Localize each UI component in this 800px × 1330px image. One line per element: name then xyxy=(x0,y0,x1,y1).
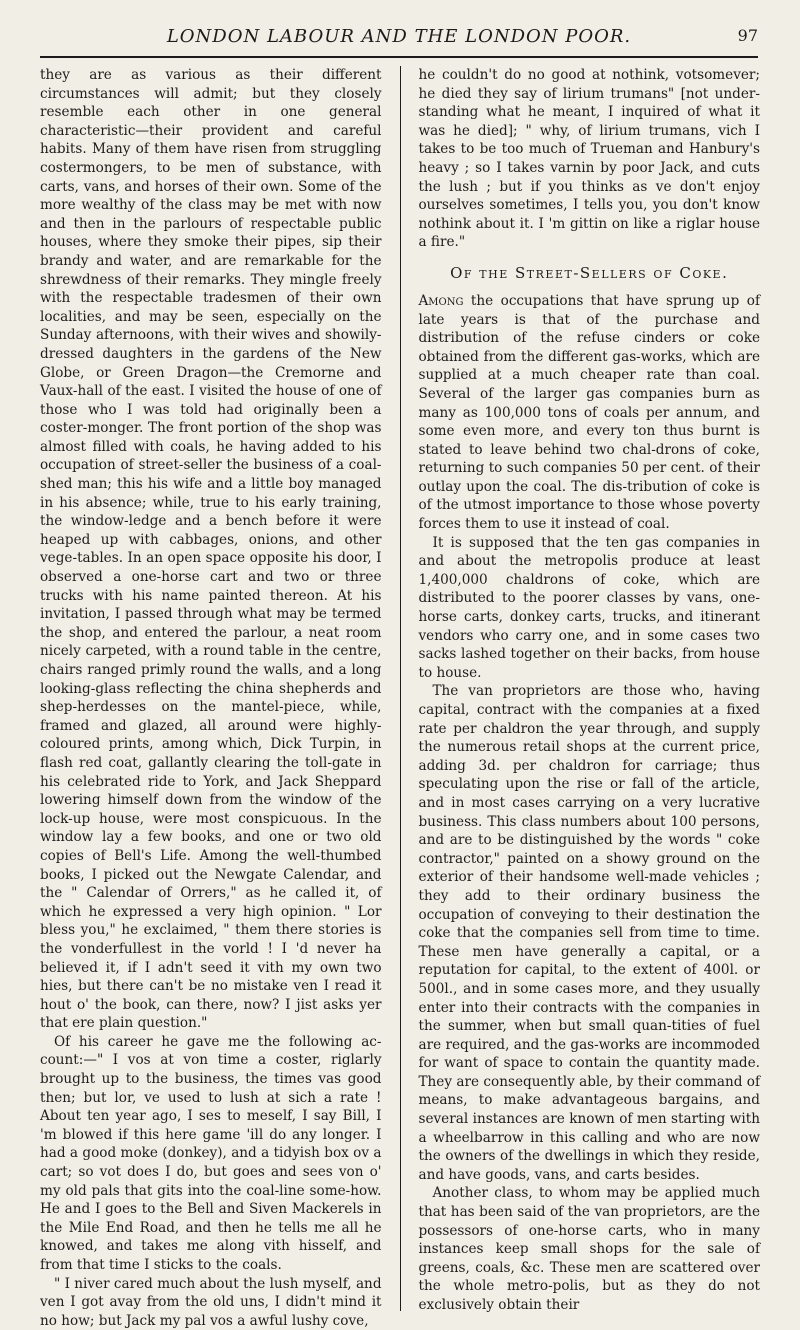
page-header xyxy=(40,26,758,58)
right-column xyxy=(418,66,760,1311)
paragraph: he couldn't do no good at nothink, votsomever; he died they say of lirium trumans" [not under-standing what he meant, I inquired of what it was he died]; " why, of lirium trumans, vich I takes to be too much of Trueman and Hanbury's heavy ; so I takes varnin by poor Jack, and cuts the lush ; but if you thinks as ve don't enjoy ourselves sometimes, I tells you, you don't know nothink about it. I 'm gittin on like a riglar house a fire." xyxy=(418,67,760,251)
left-column xyxy=(40,66,382,1329)
running-title: LONDON LABOUR AND THE LONDON POOR. xyxy=(166,26,632,47)
paragraph: Of his career he gave me the following ac-count:—" I vos at von time a coster, riglarly brought up to the business, the times vas good then; but lor, ve used to lush at sich a rate ! About ten year ago, I ses to meself, I say Bill, I 'm blowed if this here game 'ill do any longer. I had a good moke (donkey), and a tidyish box ov a cart; so vot does I do, but goes and sees von o' my old pals that gits into the coal-line some-how. He and I goes to the Bell and Siven Mackerels in the Mile End Road, and then he tells me all he knowed, and takes me along vith hisself, and from that time I sticks to the coals. xyxy=(40,1033,382,1273)
page-number: 97 xyxy=(737,26,758,45)
lead-word: Among xyxy=(418,292,464,309)
paragraph: they are as various as their different circumstances will admit; but they closely resemble each other in one general characteristic—their provident and careful habits. Many of them have risen from struggling costermongers, to be men of substance, with carts, vans, and horses of their own. Some of the more wealthy of the class may be met with now and then in the parlours of respectable public houses, where they smoke their pipes, sip their brandy and water, and are remarkable for the shrewdness of their remarks. They mingle freely with the respectable tradesmen of their own localities, and may be seen, especially on the Sunday afternoons, with their wives and showily-dressed daughters in the gardens of the New Globe, or Green Dragon—the Cremorne and Vaux-hall of the east. I visited the house of one of those who I was told had originally been a coster-monger. The front portion of the shop was almost filled with coals, he having added to his occupation of street-seller the business of a coal-shed man; this his wife and a little boy managed in his absence; while, true to his early training, the window-ledge and a bench before it were heaped up with cabbages, onions, and other vege-tables. In an open space opposite his door, I observed a one-horse cart and two or three trucks with his name painted thereon. At his invitation, I passed through what may be termed the shop, and entered the parlour, a neat room nicely carpeted, with a round table in the centre, chairs ranged primly round the walls, and a long looking-glass reflecting the china shepherds and shep-herdesses on the mantel-piece, while, framed and glazed, all around were highly-coloured prints, among which, Dick Turpin, in flash red coat, gallantly clearing the toll-gate in his celebrated ride to York, and Jack Sheppard lowering himself down from the window of the lock-up house, were most conspicuous. In the window lay a few books, and one or two old copies of Bell's Life. Among the well-thumbed books, I picked out the Newgate Calendar, and the " Calendar of Orrers," as he called it, of which he expressed a very high opinion. " Lor bless you," he exclaimed, " them there stories is the vonderfullest in the vorld ! I 'd never ha believed it, if I adn't seed it vith my own two hies, but there can't be no mistake ven I read it hout o' the book, can there, now? I jist asks yer that ere plain question." xyxy=(40,67,382,1032)
paragraph: Another class, to whom may be applied much that has been said of the van proprietors, are the possessors of one-horse carts, who in many instances keep small shops for the sale of greens, coals, &c. These men are scattered over the whole metro-polis, but as they do not exclusively obtain their xyxy=(418,1185,760,1313)
paragraph: The van proprietors are those who, having capital, contract with the companies at a fixed rate per chaldron the year through, and supply the numerous retail shops at the current price, adding 3d. per chaldron for carriage; thus speculating upon the rise or fall of the article, and in most cases carrying on a very lucrative business. This class numbers about 100 persons, and are to be distinguished by the words " coke contractor," painted on a showy ground on the exterior of their handsome well-made vehicles ; they add to their ordinary business the occupation of conveying to their destination the coke that the companies sell from time to time. These men have generally a capital, or a reputation for capital, to the extent of 400l. or 500l., and in some cases more, and they usually enter into their contracts with the companies in the summer, when but small quan-tities of fuel are required, and the gas-works are incommoded for want of space to contain the quantity made. They are consequently able, by their command of means, to make advantageous bargains, and several instances are known of men starting with a wheelbarrow in this calling and who are now the owners of the dwellings in which they reside, and have goods, vans, and carts besides. xyxy=(418,683,760,1183)
text-columns xyxy=(40,66,760,1329)
paragraph: " I niver cared much about the lush myself, and ven I got avay from the old uns, I didn't mind it no how; but Jack my pal vos a awful lushy cove, xyxy=(40,1275,382,1329)
paragraph-text: the occupations that have sprung up of late years is that of the purchase and distribution of the refuse cinders or coke obtained from the different gas-works, which are supplied at a much cheaper rate than coal. Several of the larger gas companies burn as many as 100,000 tons of coals per annum, and some even more, and every ton thus burnt is stated to leave behind two chal-drons of coke, returning to such companies 50 per cent. of their outlay upon the coal. The dis-tribution of coke is of the utmost importance to those whose poverty forces them to use it instead of coal. xyxy=(418,292,760,533)
column-divider xyxy=(400,66,401,1311)
section-first-paragraph xyxy=(418,292,760,534)
paragraph: It is supposed that the ten gas companies in and about the metropolis produce at least 1,400,000 chaldrons of coke, which are distributed to the poorer classes by vans, one-horse carts, donkey carts, trucks, and itinerant vendors who carry one, and in some cases two sacks lashed together on their backs, from house to house. xyxy=(418,534,760,681)
section-heading: Of the Street-Sellers of Coke. xyxy=(450,263,729,282)
